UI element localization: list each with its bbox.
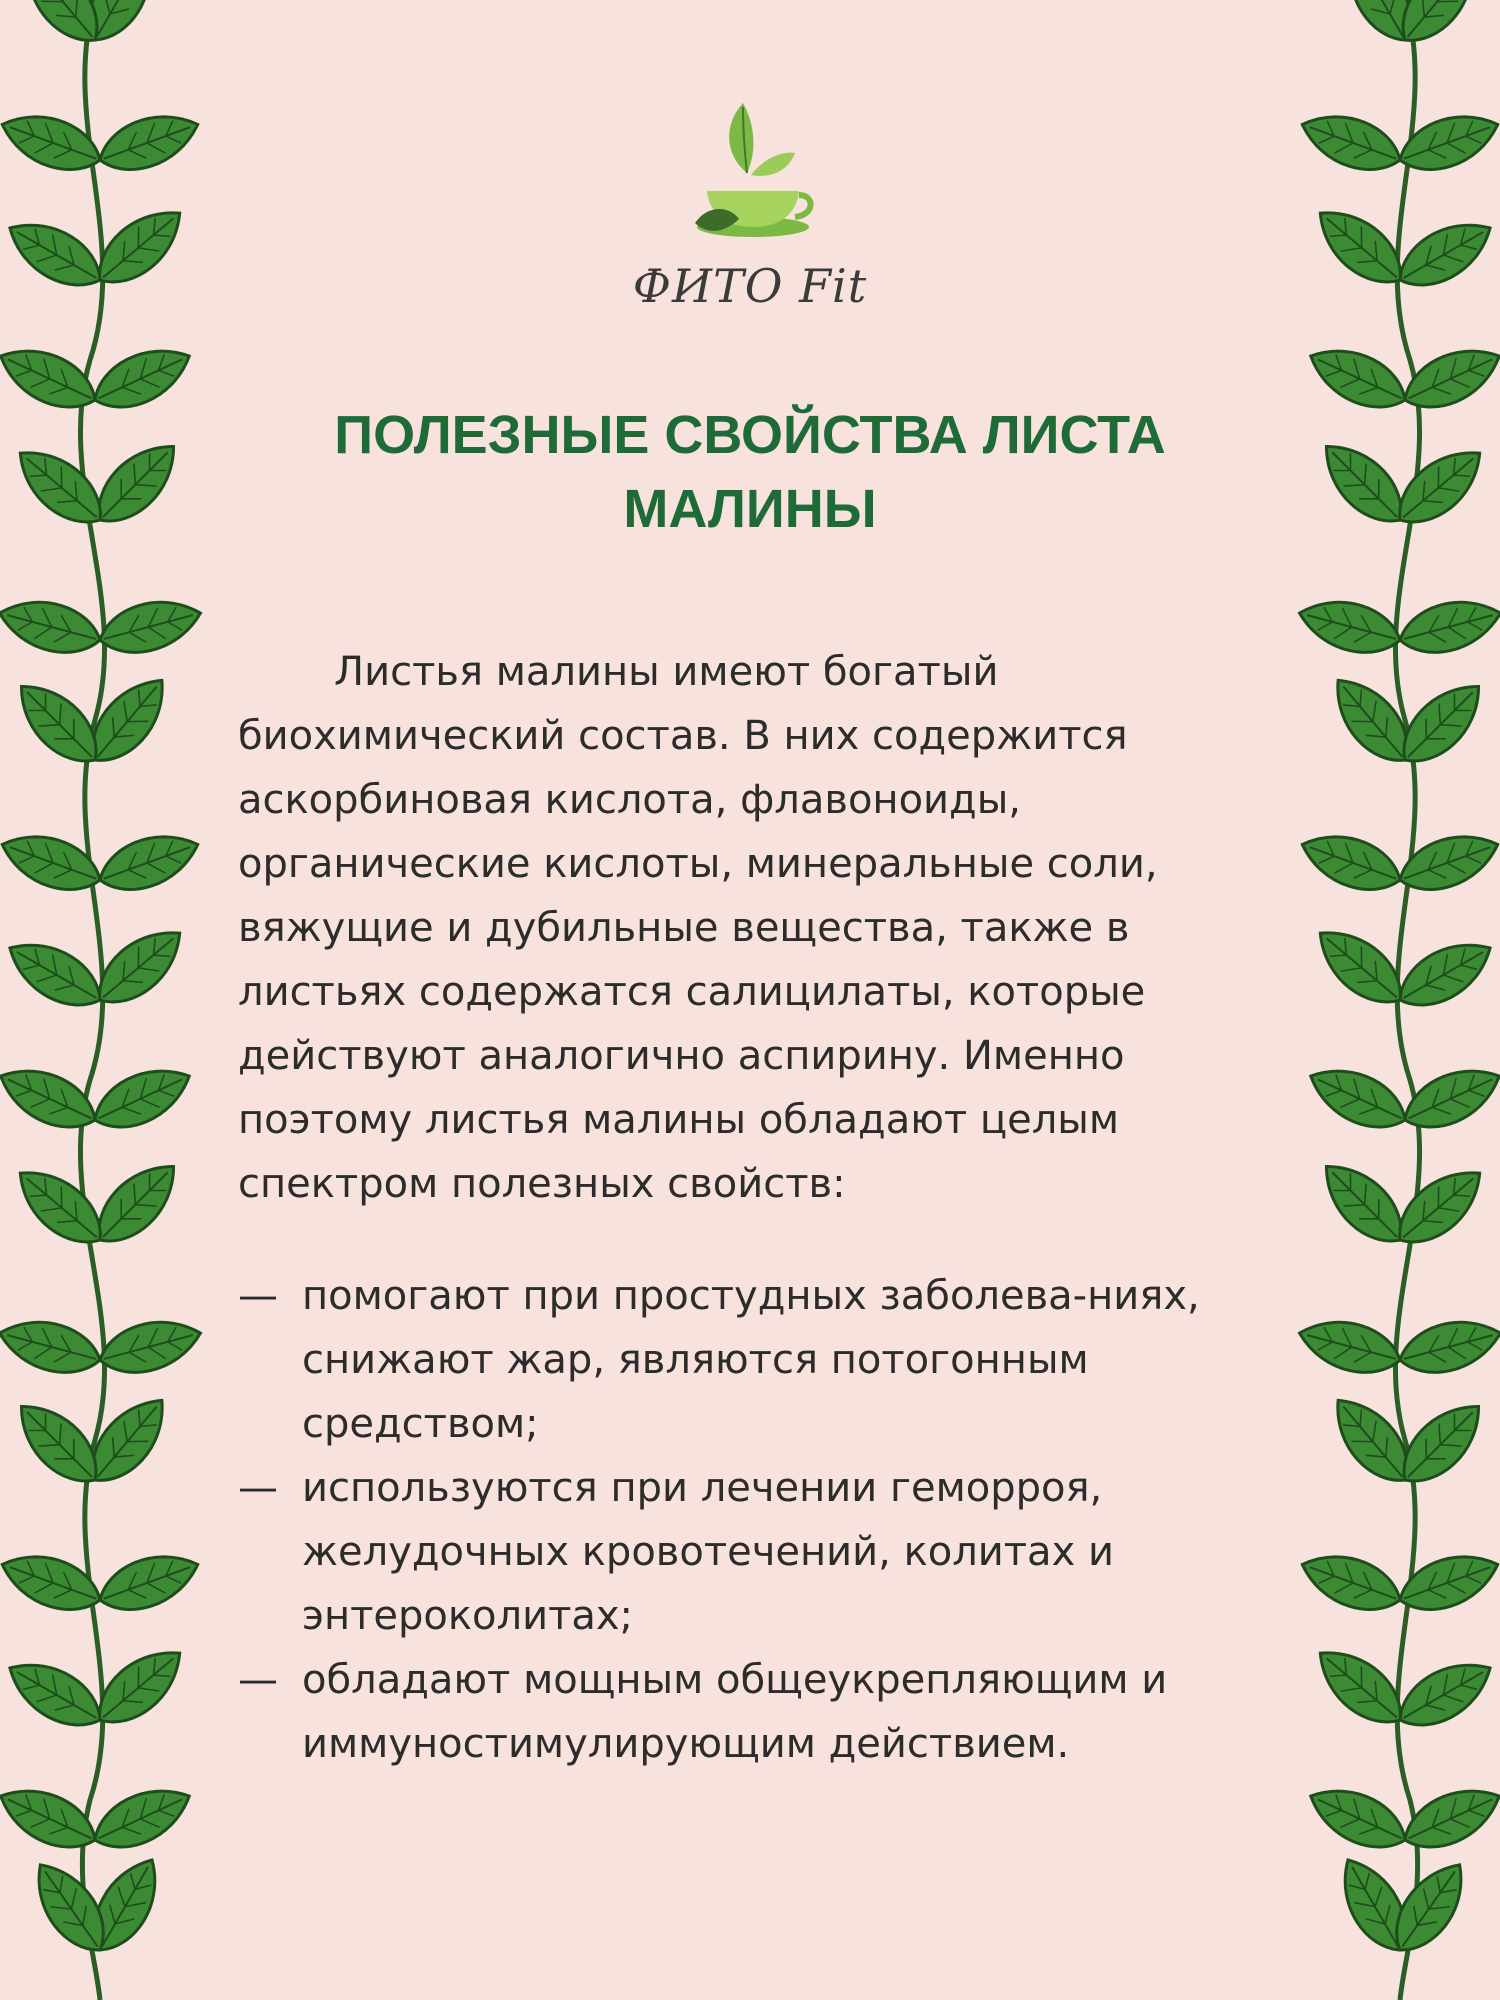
list-item: [238, 1264, 1298, 1456]
list-item-text: используются при лечении геморроя, желудочных кровотечений, колитах и энтероколитах;: [302, 1465, 1114, 1639]
brand-logo: [0, 95, 1500, 313]
article-body: [238, 640, 1298, 1776]
list-item-text: обладают мощным общеукрепляющим и иммуностимулирующим действием.: [302, 1657, 1168, 1767]
bullet-dash: —: [238, 1465, 278, 1511]
title-line-2: МАЛИНЫ: [623, 479, 877, 539]
list-item-text: помогают при простудных заболева-ниях, снижают жар, являются потогонным средством;: [302, 1273, 1200, 1447]
intro-paragraph: Листья малины имеют богатый биохимический состав. В них содержится аскорбиновая кислота, флавоноиды, органические кислоты, минеральные соли, вяжущие и дубильные вещества, также в листьях содержатся салицилаты, которые действуют аналогично аспирину. Именно поэтому листья малины обладают целым спектром полезных свойств:: [238, 649, 1158, 1207]
bullet-dash: —: [238, 1657, 278, 1703]
page-title: [250, 398, 1250, 546]
list-item: [238, 1456, 1298, 1648]
benefits-list: [238, 1264, 1298, 1776]
list-item: [238, 1648, 1298, 1776]
bullet-dash: —: [238, 1273, 278, 1319]
brand-name: ФИТО Fit: [632, 259, 868, 313]
tea-cup-leaf-icon: [685, 95, 815, 245]
title-line-1: ПОЛЕЗНЫЕ СВОЙСТВА ЛИСТА: [334, 405, 1166, 465]
